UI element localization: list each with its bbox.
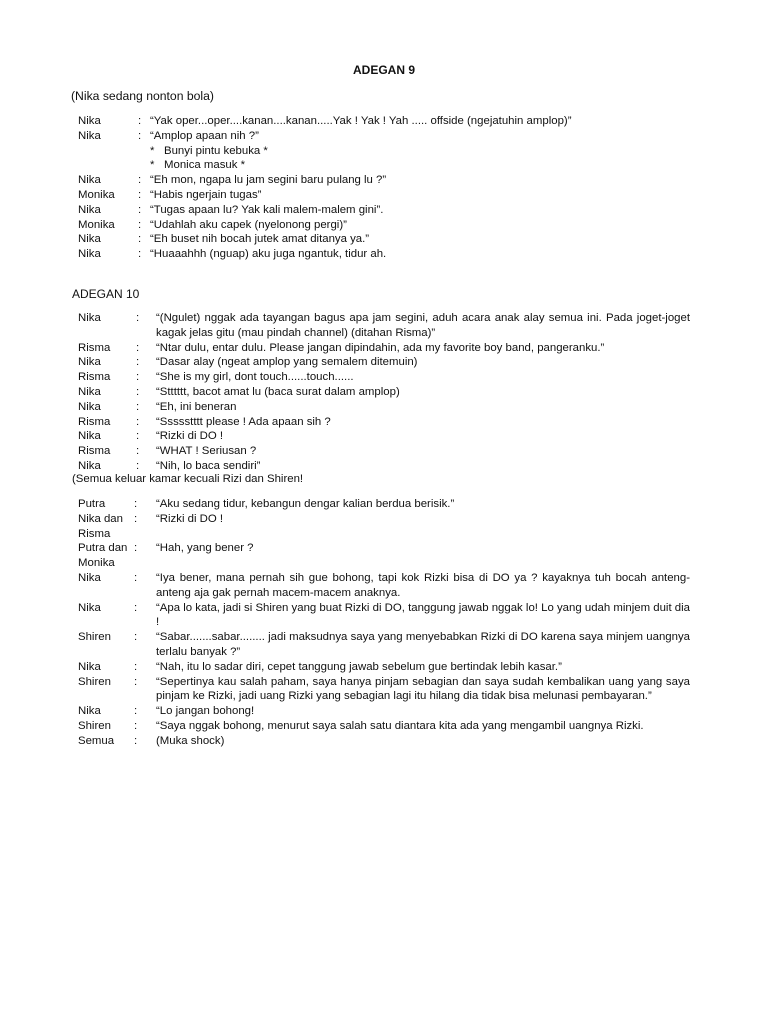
line-text: “WHAT ! Seriusan ? (156, 445, 257, 458)
dialogue-line (78, 232, 690, 247)
line-text: “Rizki di DO ! (156, 512, 224, 525)
dialogue-line (78, 385, 690, 400)
colon: : (134, 660, 138, 673)
colon: : (136, 445, 140, 458)
line-text: “Udahlah aku capek (nyelonong pergi)” (150, 218, 347, 231)
line-text: “Eh buset nih bocah jutek amat ditanya ya.” (150, 233, 370, 246)
dialogue-line (78, 114, 690, 129)
line-text: “Huaaahhh (nguap) aku juga ngantuk, tidur ah. (150, 248, 387, 261)
bullet-star: * (150, 144, 155, 157)
speaker: Shiren (78, 719, 111, 732)
speaker: Nika (78, 115, 101, 127)
line-text: “Dasar alay (ngeat amplop yang semalem ditemuin) (156, 356, 418, 369)
colon: : (138, 174, 142, 187)
scene-9-intro: (Nika sedang nonton bola) (71, 89, 214, 103)
dialogue-line (78, 188, 690, 203)
line-text: “Apa lo kata, jadi si Shiren yang buat Rizki di DO, tanggung jawab nggak lo! Lo yang udah minjem duit dia ! (156, 601, 690, 629)
colon: : (134, 675, 138, 688)
speaker: Nika (78, 571, 101, 584)
line-text: “Eh, ini beneran (156, 400, 237, 413)
stage-direction-text: Monica masuk * (164, 159, 246, 172)
speaker: Shiren (78, 631, 111, 644)
speaker: Monika (78, 218, 115, 231)
colon: : (138, 115, 142, 127)
speaker: Nika (78, 705, 101, 718)
line-text: “Stttttt, bacot amat lu (baca surat dalam amplop) (156, 385, 400, 398)
speaker: Monika (78, 188, 115, 201)
stage-direction (78, 144, 690, 159)
dialogue-line (78, 719, 690, 734)
speaker: Nika (78, 356, 101, 369)
speaker: Nika (78, 430, 101, 443)
speaker: Semua (78, 734, 115, 747)
dialogue-line (78, 541, 690, 571)
dialogue-line (78, 734, 690, 749)
colon: : (136, 430, 140, 443)
line-text: “Tugas apaan lu? Yak kali malem-malem gini”. (150, 203, 384, 216)
speaker: Nika (78, 601, 101, 614)
speaker: Nika (78, 233, 101, 246)
dialogue-line (78, 218, 690, 233)
line-text: “She is my girl, dont touch......touch...... (156, 371, 354, 384)
dialogue-line (78, 247, 690, 262)
scene-10-dialogue-continued (78, 497, 690, 749)
dialogue-line (78, 660, 690, 675)
line-text: “Lo jangan bohong! (156, 705, 255, 718)
line-text: “Hah, yang bener ? (156, 542, 254, 555)
speaker: Nika (78, 385, 101, 398)
dialogue-line (78, 415, 690, 430)
dialogue-line (78, 571, 690, 601)
dialogue-line (78, 341, 690, 356)
colon: : (136, 356, 140, 369)
line-text: “Aku sedang tidur, kebangun dengar kalian berdua berisik.” (156, 498, 455, 510)
line-text: “Rizki di DO ! (156, 430, 224, 443)
colon: : (134, 734, 138, 747)
dialogue-line (78, 444, 690, 459)
colon: : (134, 542, 138, 555)
colon: : (136, 459, 140, 472)
dialogue-line (78, 129, 690, 144)
colon: : (134, 571, 138, 584)
dialogue-line (78, 497, 690, 512)
line-text: “Nih, lo baca sendiri” (156, 459, 261, 472)
dialogue-line (78, 203, 690, 218)
colon: : (134, 498, 138, 510)
speaker: Risma (78, 415, 111, 428)
line-text: “Eh mon, ngapa lu jam segini baru pulang lu ?” (150, 174, 387, 187)
colon: : (138, 203, 142, 216)
dialogue-line (78, 370, 690, 385)
colon: : (136, 415, 140, 428)
speaker: Nika (78, 174, 101, 187)
colon: : (138, 129, 142, 142)
line-text: “Sabar.......sabar........ jadi maksudnya saya yang menyebabkan Rizki di DO karena saya minjem uangnya terlalu banyak ?” (156, 631, 690, 658)
speaker: Putra (78, 498, 106, 510)
speaker: Nika (78, 400, 101, 413)
scene-9-dialogue (78, 114, 690, 262)
dialogue-line (78, 704, 690, 719)
scene-10-dialogue (78, 311, 690, 474)
stage-note: (Semua keluar kamar kecuali Rizi dan Shiren! (72, 473, 304, 485)
dialogue-line (78, 400, 690, 415)
speaker: Putra dan Monika (78, 542, 128, 570)
line-text: “Habis ngerjain tugas” (150, 188, 262, 201)
scene-9-title: ADEGAN 9 (352, 63, 415, 77)
speaker: Nika (78, 203, 101, 216)
colon: : (136, 400, 140, 413)
stage-direction (78, 158, 690, 173)
colon: : (138, 248, 142, 261)
colon: : (134, 705, 138, 718)
bullet-star: * (150, 159, 155, 172)
colon: : (134, 631, 138, 644)
speaker: Nika (78, 459, 101, 472)
dialogue-line (78, 601, 690, 631)
dialogue-line (78, 311, 690, 341)
stage-direction-text: Bunyi pintu kebuka * (164, 144, 268, 157)
scene-10-title: ADEGAN 10 (72, 287, 140, 301)
line-text: “Nah, itu lo sadar diri, cepet tanggung jawab sebelum gue bertindak lebih kasar.” (156, 660, 562, 673)
line-text: “Yak oper...oper....kanan....kanan.....Yak ! Yak ! Yah ..... offside (ngejatuhin amplop)” (150, 115, 572, 127)
line-text: “Amplop apaan nih ?” (150, 129, 259, 142)
dialogue-line (78, 675, 690, 705)
speaker: Risma (78, 341, 111, 354)
colon: : (138, 218, 142, 231)
colon: : (136, 371, 140, 384)
line-text: “Iya bener, mana pernah sih gue bohong, tapi kok Rizki bisa di DO ya ? kayaknya tuh bocah anteng-anteng aja gak pernah macem-macem anaknya. (156, 571, 690, 599)
speaker: Nika (78, 660, 101, 673)
colon: : (136, 312, 140, 324)
speaker: Shiren (78, 675, 111, 688)
line-text: “Ssssstttt please ! Ada apaan sih ? (156, 415, 331, 428)
line-text: (Muka shock) (156, 734, 225, 747)
colon: : (134, 719, 138, 732)
colon: : (138, 188, 142, 201)
colon: : (134, 601, 138, 614)
speaker: Risma (78, 445, 111, 458)
line-text: “Sepertinya kau salah paham, saya hanya pinjam sebagian dan saya sudah kembalikan uang yang saya pinjam ke Rizki, jadi uang Rizki yang sebagian lagi itu hilang dia tidak bisa melunasi pembayaran.” (156, 675, 690, 703)
line-text: “(Ngulet) nggak ada tayangan bagus apa jam segini, aduh acara anak alay semua ini. Pada joget-joget kagak jelas gitu (mau pindah channel) (ditahan Risma)” (156, 312, 690, 339)
dialogue-line (78, 512, 690, 542)
dialogue-line (78, 630, 690, 660)
colon: : (138, 233, 142, 246)
colon: : (134, 512, 138, 525)
speaker: Risma (78, 371, 111, 384)
colon: : (136, 341, 140, 354)
line-text: “Ntar dulu, entar dulu. Please jangan dipindahin, ada my favorite boy band, pangeranku.” (156, 341, 605, 354)
dialogue-line (78, 429, 690, 444)
dialogue-line (78, 355, 690, 370)
speaker: Nika (78, 248, 101, 261)
dialogue-line (78, 173, 690, 188)
colon: : (136, 385, 140, 398)
line-text: “Saya nggak bohong, menurut saya salah satu diantara kita ada yang mengambil uangnya Rizki. (156, 719, 644, 732)
speaker: Nika (78, 129, 101, 142)
speaker: Nika dan Risma (78, 512, 123, 540)
speaker: Nika (78, 312, 101, 324)
